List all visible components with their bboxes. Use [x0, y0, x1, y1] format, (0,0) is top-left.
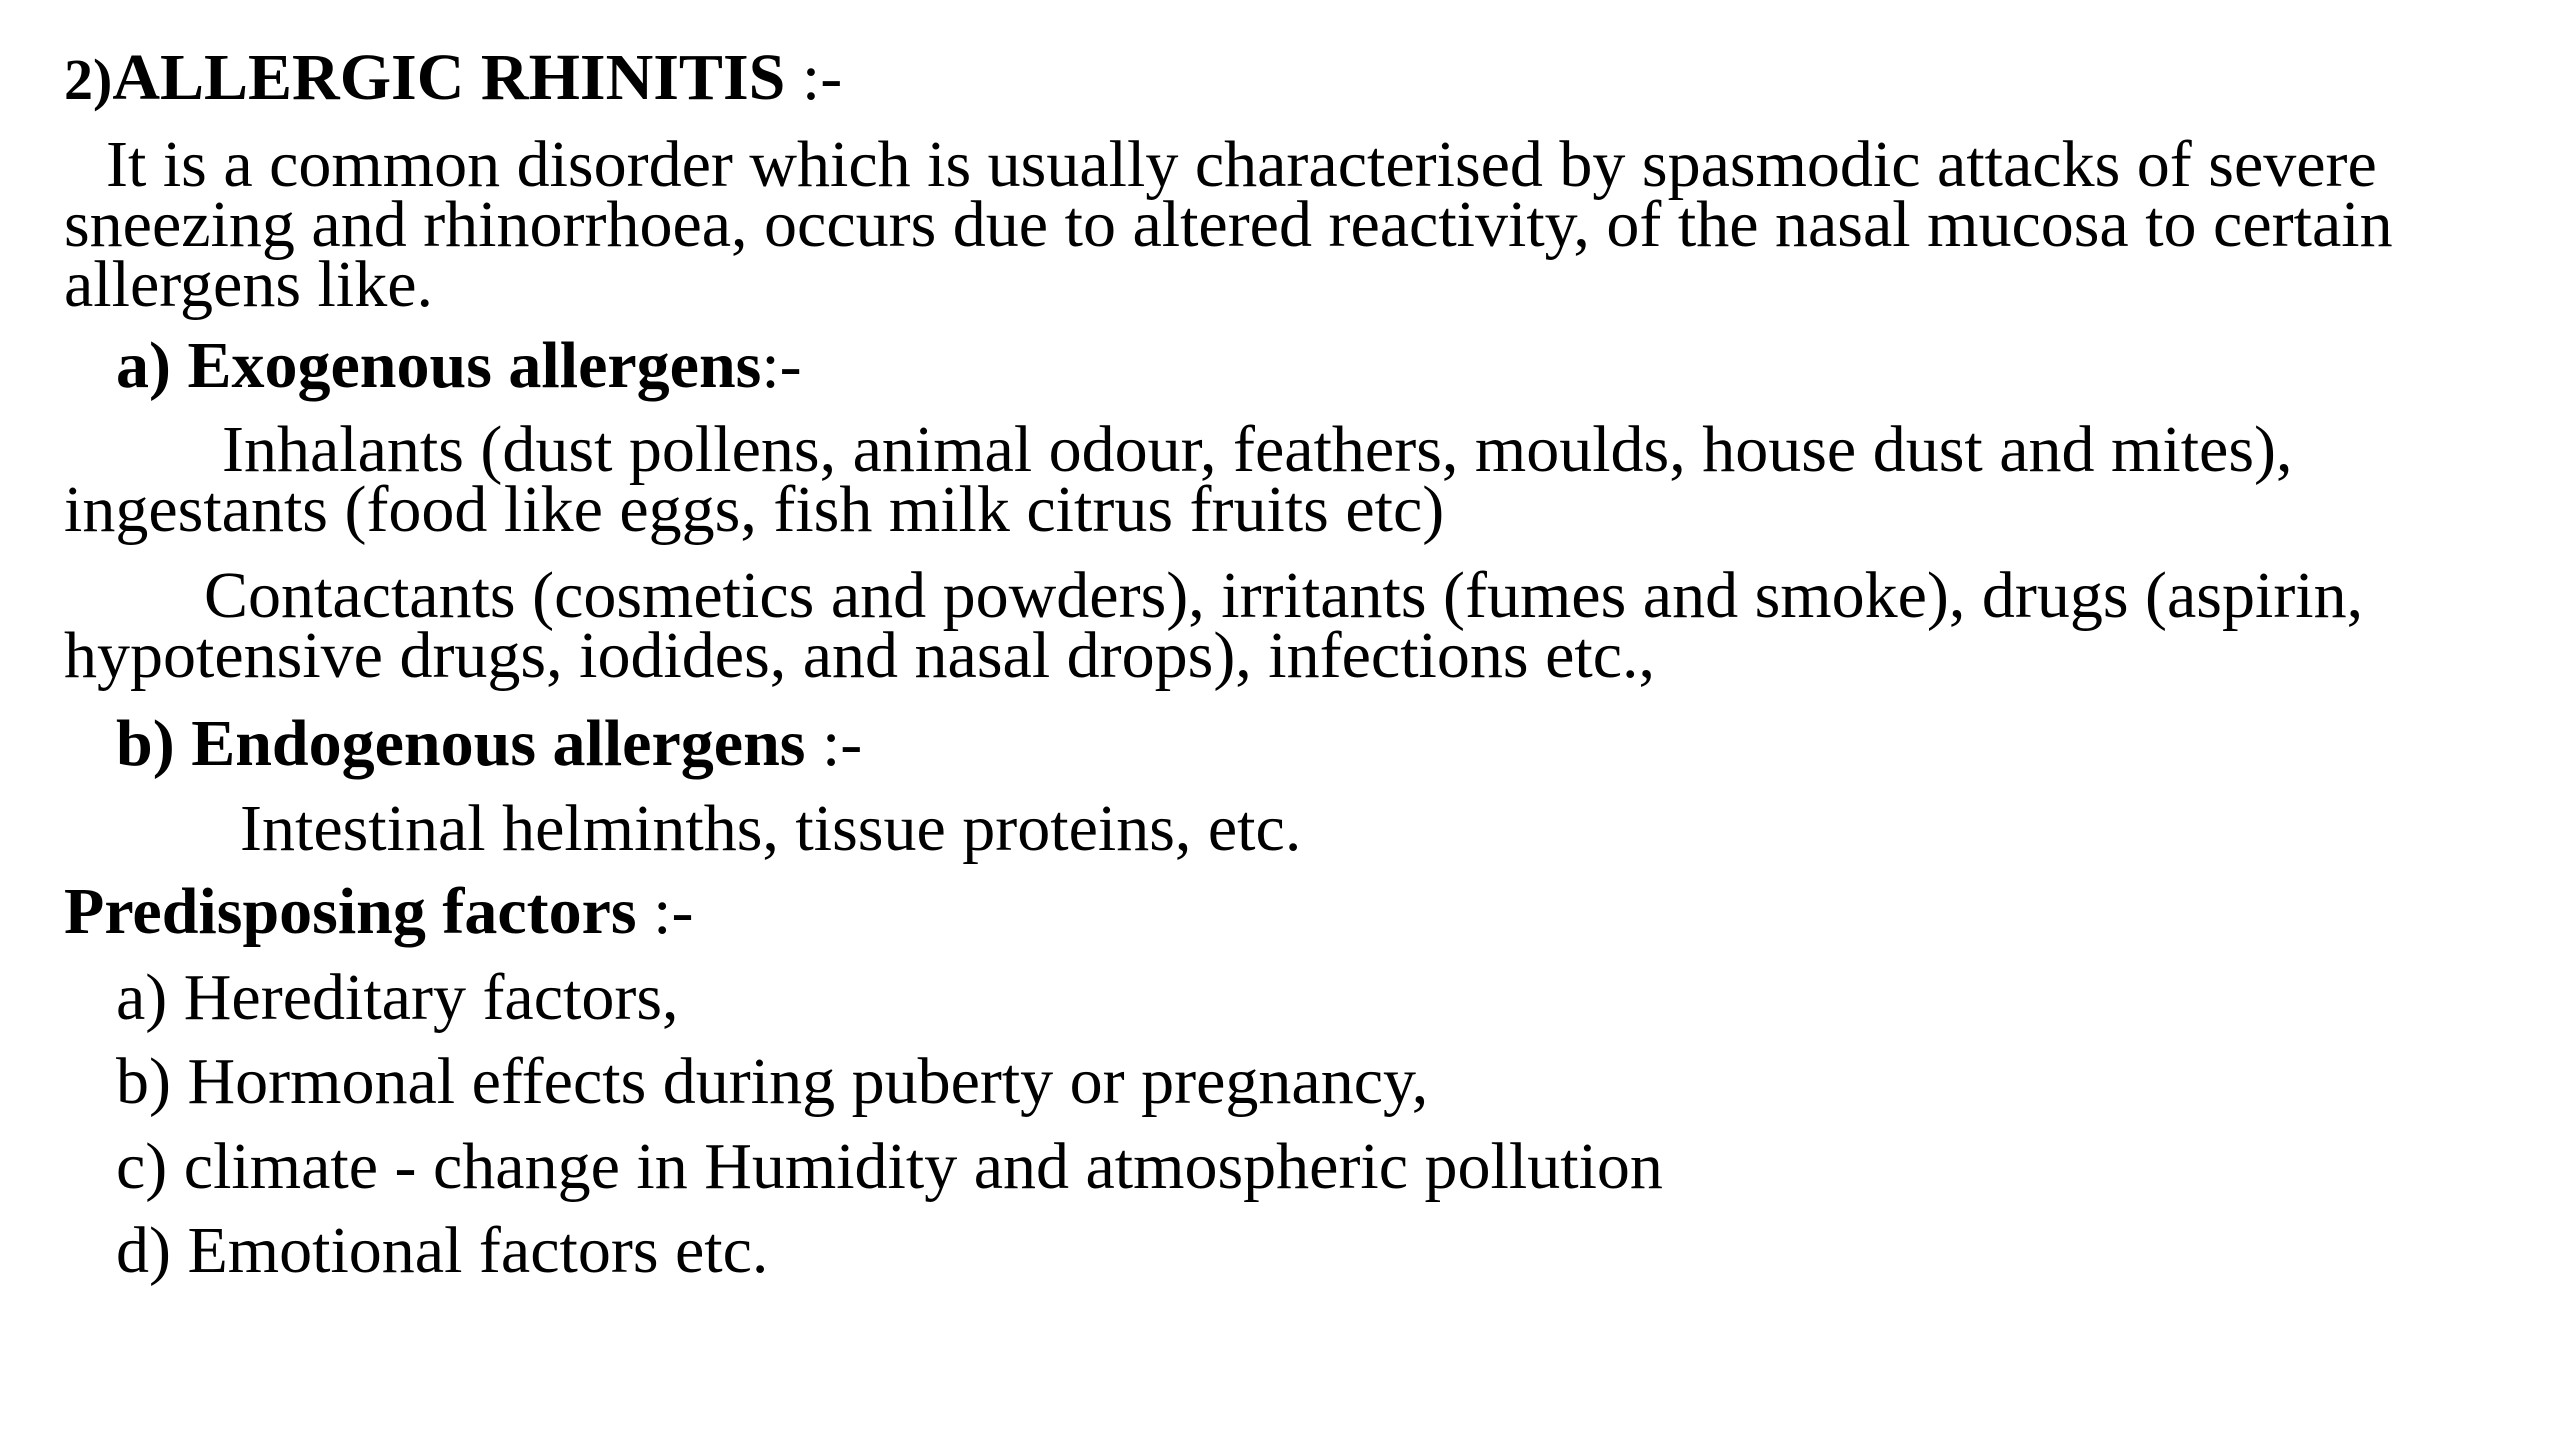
exogenous-marker: a) [116, 329, 171, 402]
predisposing-item: c) climate - change in Humidity and atmospheric pollution [116, 1130, 1663, 1203]
exogenous-heading [116, 330, 802, 402]
exogenous-paragraph-inhalants: Inhalants (dust pollens, animal odour, feathers, moulds, house dust and mites), ingestants (food like eggs, fish milk citrus fruits etc) [64, 413, 2293, 546]
endogenous-text: Intestinal helminths, tissue proteins, etc. [240, 792, 1302, 865]
endogenous-marker: b) [116, 707, 175, 780]
predisposing-suffix: :- [636, 875, 694, 948]
endogenous-heading [116, 708, 862, 780]
exogenous-suffix: :- [761, 329, 802, 402]
section-title-suffix: :- [785, 41, 843, 114]
exogenous-paragraph-contactants: Contactants (cosmetics and powders), irritants (fumes and smoke), drugs (aspirin, hypotensive drugs, iodides, and nasal drops), infections etc., [64, 559, 2364, 692]
predisposing-item: d) Emotional factors etc. [116, 1214, 769, 1287]
section-number: 2) [64, 47, 113, 112]
predisposing-item: a) Hereditary factors, [116, 961, 679, 1034]
predisposing-heading [64, 876, 693, 948]
section-heading [64, 42, 842, 116]
exogenous-title: Exogenous allergens [187, 329, 762, 402]
section-title: ALLERGIC RHINITIS [112, 41, 786, 114]
predisposing-title: Predisposing factors [64, 875, 637, 948]
endogenous-suffix: :- [805, 707, 863, 780]
predisposing-item: b) Hormonal effects during puberty or pregnancy, [116, 1045, 1429, 1118]
intro-paragraph: It is a common disorder which is usually characterised by spasmodic attacks of severe sneezing and rhinorrhoea, occurs due to altered reactivity, of the nasal mucosa to certain allergens like. [64, 128, 2393, 321]
endogenous-title: Endogenous allergens [191, 707, 806, 780]
